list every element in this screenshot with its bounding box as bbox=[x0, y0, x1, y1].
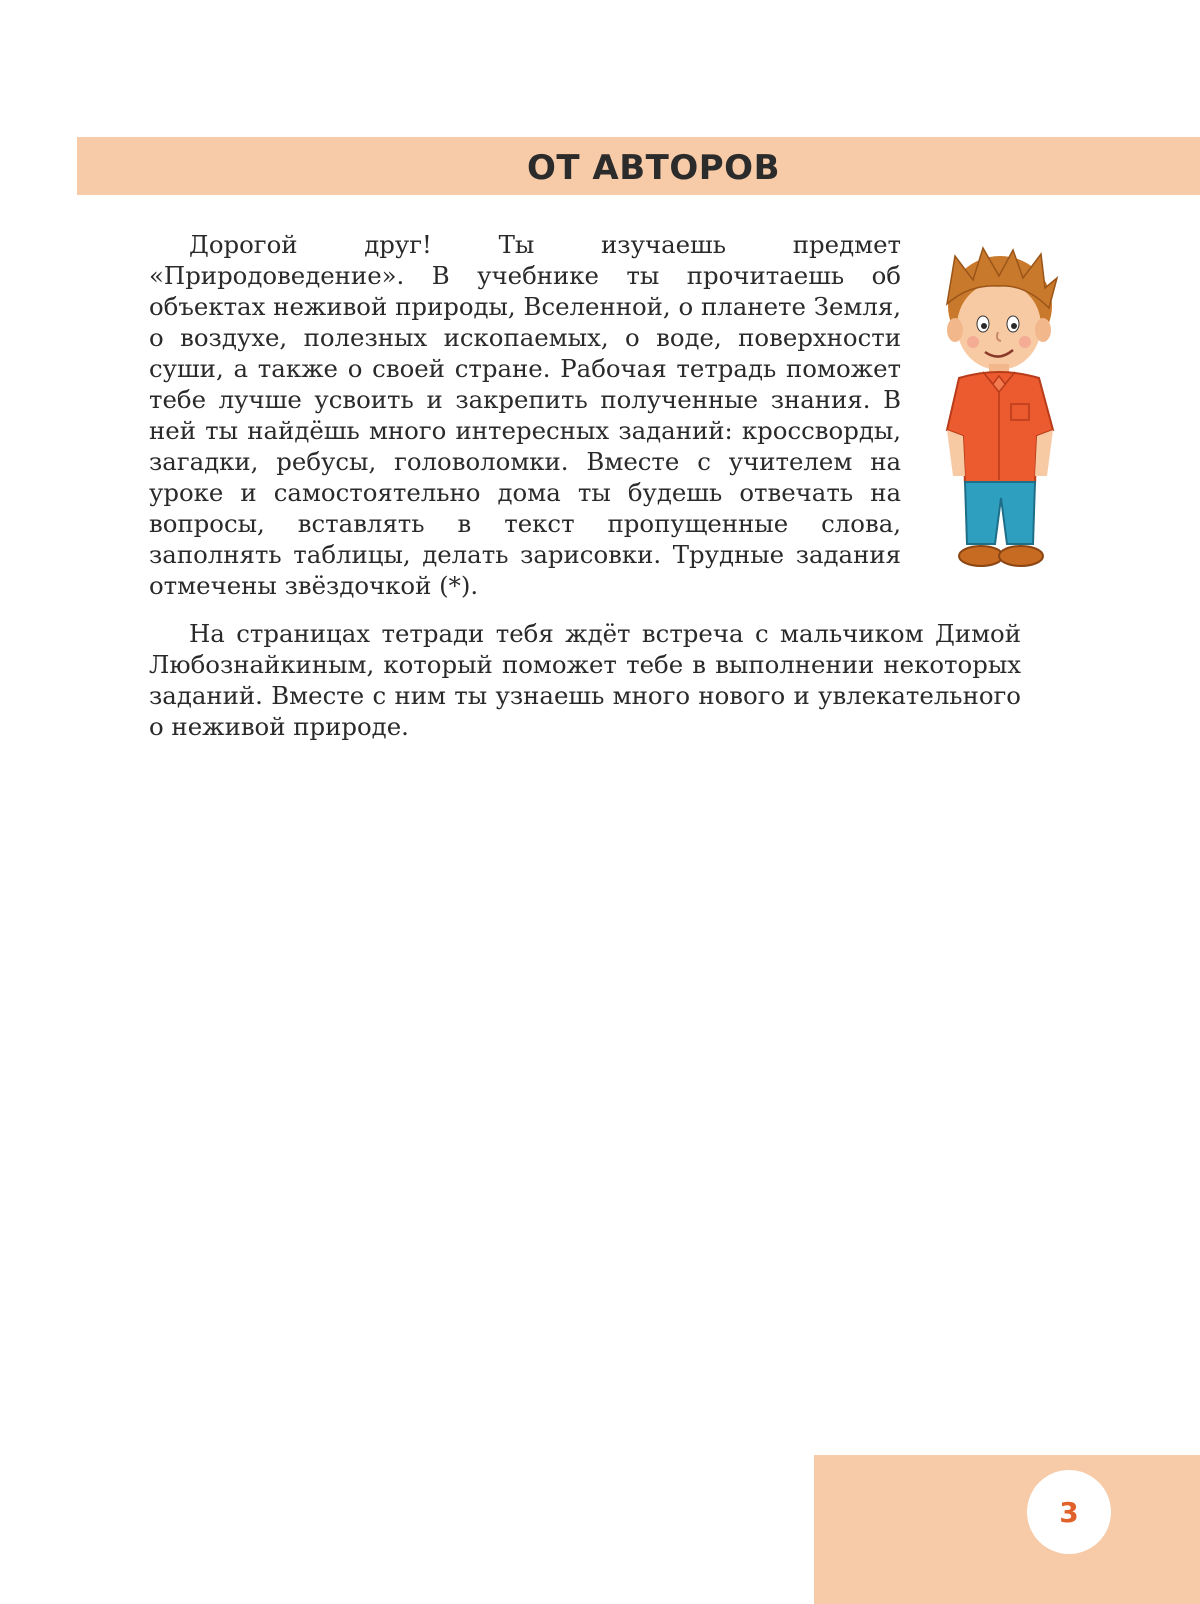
intro-paragraph: Дорогой друг! Ты изучаешь предмет «Природоведение». В учебнике ты прочитаешь об объектах неживой природы, Вселенной, о планете Земля, о воздухе, полезных ископаемых, о воде, поверхности суши, а также о своей стране. Рабочая тетрадь поможет тебе лучше усвоить и закрепить полученные знания. В ней ты найдёшь много интересных заданий: кроссворды, загадки, ребусы, головоломки. Вместе с учителем на уроке и самостоятельно дома ты будешь отвечать на вопросы, вставлять в текст пропущенные слова, заполнять таблицы, делать зарисовки. Трудные задания отмечены звёздочкой (*). bbox=[149, 230, 901, 600]
page-number bbox=[1027, 1470, 1111, 1554]
boy-character-icon bbox=[925, 244, 1075, 584]
meet-character-paragraph: На страницах тетради тебя ждёт встреча с мальчиком Димой Любознайкиным, который поможет тебе в выполнении некоторых заданий. Вместе с ним ты узнаешь много нового и увлекательного о неживой природе. bbox=[149, 619, 1021, 741]
page-number-label: 3 bbox=[1059, 1495, 1079, 1529]
page-title: ОТ АВТОРОВ bbox=[527, 148, 780, 188]
footer-band bbox=[814, 1455, 1200, 1604]
title-band bbox=[77, 137, 1200, 195]
